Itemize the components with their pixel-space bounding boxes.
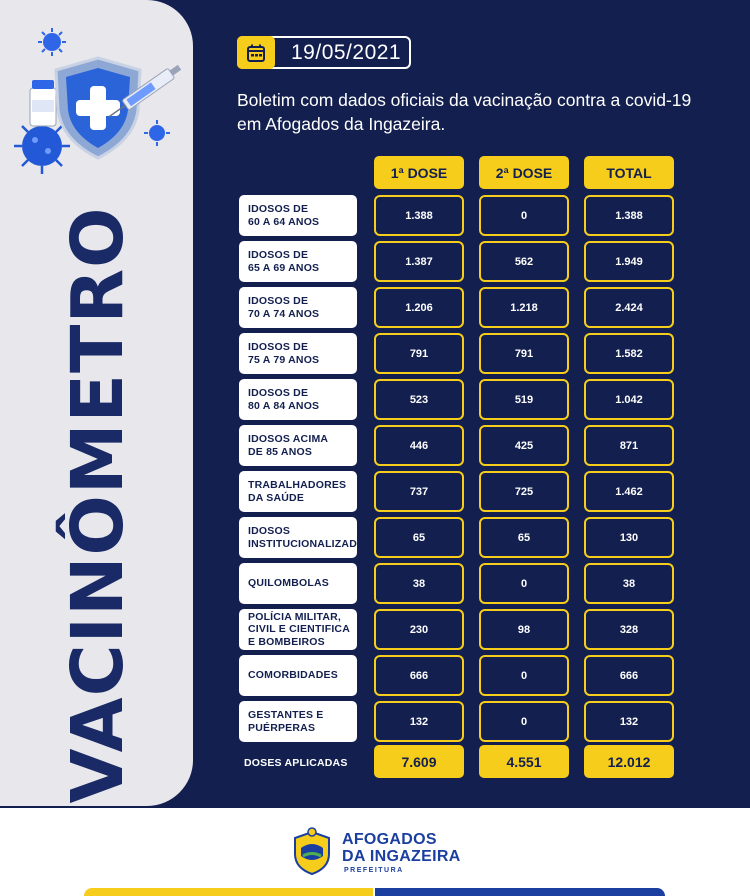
header-total: TOTAL bbox=[584, 156, 674, 189]
dose-2-cell: 98 bbox=[479, 609, 569, 650]
footer-stripe-blue bbox=[375, 888, 665, 896]
dose-2-cell: 519 bbox=[479, 379, 569, 420]
row-label: QUILOMBOLAS bbox=[239, 563, 357, 604]
table-row bbox=[0, 563, 750, 604]
row-label: IDOSOS DE 70 A 74 ANOS bbox=[239, 287, 357, 328]
row-label: IDOSOS DE 65 A 69 ANOS bbox=[239, 241, 357, 282]
table-row bbox=[0, 241, 750, 282]
table-row bbox=[0, 517, 750, 558]
row-label: TRABALHADORES DA SAÚDE bbox=[239, 471, 357, 512]
total-cell: 1.462 bbox=[584, 471, 674, 512]
totals-label: DOSES APLICADAS bbox=[244, 756, 348, 769]
dose-2-cell: 425 bbox=[479, 425, 569, 466]
table-row bbox=[0, 701, 750, 742]
dose-1-cell: 523 bbox=[374, 379, 464, 420]
dose-1-cell: 1.388 bbox=[374, 195, 464, 236]
row-label: IDOSOS DE 75 A 79 ANOS bbox=[239, 333, 357, 374]
city-crest-icon bbox=[289, 826, 335, 876]
row-label: COMORBIDADES bbox=[239, 655, 357, 696]
table-row bbox=[0, 379, 750, 420]
table-row bbox=[0, 471, 750, 512]
total-cell: 1.042 bbox=[584, 379, 674, 420]
row-label: IDOSOS ACIMA DE 85 ANOS bbox=[239, 425, 357, 466]
vaccine-vial-icon bbox=[30, 80, 56, 126]
dose-1-cell: 737 bbox=[374, 471, 464, 512]
dose-2-cell: 725 bbox=[479, 471, 569, 512]
city-logo bbox=[289, 826, 469, 880]
total-cell: 2.424 bbox=[584, 287, 674, 328]
dose-1-cell: 1.387 bbox=[374, 241, 464, 282]
date-box bbox=[237, 36, 411, 69]
dose-2-cell: 0 bbox=[479, 701, 569, 742]
table-row bbox=[0, 333, 750, 374]
table-row bbox=[0, 609, 750, 650]
total-dose-1: 7.609 bbox=[374, 745, 464, 778]
dose-2-cell: 65 bbox=[479, 517, 569, 558]
total-cell: 1.949 bbox=[584, 241, 674, 282]
grand-total: 12.012 bbox=[584, 745, 674, 778]
dose-1-cell: 446 bbox=[374, 425, 464, 466]
virus-icon bbox=[144, 120, 170, 146]
table-row bbox=[0, 287, 750, 328]
calendar-icon bbox=[237, 36, 275, 69]
header-dose-2: 2ª DOSE bbox=[479, 156, 569, 189]
bulletin-date: 19/05/2021 bbox=[291, 40, 402, 64]
vaccine-illustration bbox=[0, 18, 193, 178]
header-dose-1: 1ª DOSE bbox=[374, 156, 464, 189]
logo-line-1: AFOGADOS bbox=[342, 831, 437, 848]
footer-stripe-yellow bbox=[84, 888, 373, 896]
table-row bbox=[0, 425, 750, 466]
virus-icon bbox=[38, 28, 66, 56]
total-cell: 871 bbox=[584, 425, 674, 466]
dose-1-cell: 65 bbox=[374, 517, 464, 558]
row-label: GESTANTES E PUÉRPERAS bbox=[239, 701, 357, 742]
row-label: IDOSOS DE 80 A 84 ANOS bbox=[239, 379, 357, 420]
side-title: VACINÔMETRO bbox=[56, 206, 139, 804]
dose-2-cell: 1.218 bbox=[479, 287, 569, 328]
dose-1-cell: 38 bbox=[374, 563, 464, 604]
total-cell: 328 bbox=[584, 609, 674, 650]
dose-1-cell: 1.206 bbox=[374, 287, 464, 328]
dose-1-cell: 132 bbox=[374, 701, 464, 742]
total-cell: 1.582 bbox=[584, 333, 674, 374]
totals-row bbox=[0, 745, 750, 780]
logo-line-3: PREFEITURA bbox=[344, 867, 404, 874]
row-label: IDOSOS INSTITUCIONALIZADOS bbox=[239, 517, 357, 558]
total-cell: 132 bbox=[584, 701, 674, 742]
intro-text: Boletim com dados oficiais da vacinação contra a covid-19 em Afogados da Ingazeira. bbox=[237, 90, 692, 134]
row-label: IDOSOS DE 60 A 64 ANOS bbox=[239, 195, 357, 236]
logo-line-2: DA INGAZEIRA bbox=[342, 848, 461, 865]
total-cell: 130 bbox=[584, 517, 674, 558]
total-cell: 38 bbox=[584, 563, 674, 604]
total-dose-2: 4.551 bbox=[479, 745, 569, 778]
dose-2-cell: 791 bbox=[479, 333, 569, 374]
dose-2-cell: 0 bbox=[479, 195, 569, 236]
dose-2-cell: 562 bbox=[479, 241, 569, 282]
table-row bbox=[0, 655, 750, 696]
dose-1-cell: 230 bbox=[374, 609, 464, 650]
row-label: POLÍCIA MILITAR, CIVIL E CIENTIFICA E BOMBEIROS bbox=[239, 609, 357, 650]
dose-1-cell: 791 bbox=[374, 333, 464, 374]
table-row bbox=[0, 195, 750, 236]
total-cell: 1.388 bbox=[584, 195, 674, 236]
total-cell: 666 bbox=[584, 655, 674, 696]
dose-1-cell: 666 bbox=[374, 655, 464, 696]
dose-2-cell: 0 bbox=[479, 655, 569, 696]
dose-2-cell: 0 bbox=[479, 563, 569, 604]
